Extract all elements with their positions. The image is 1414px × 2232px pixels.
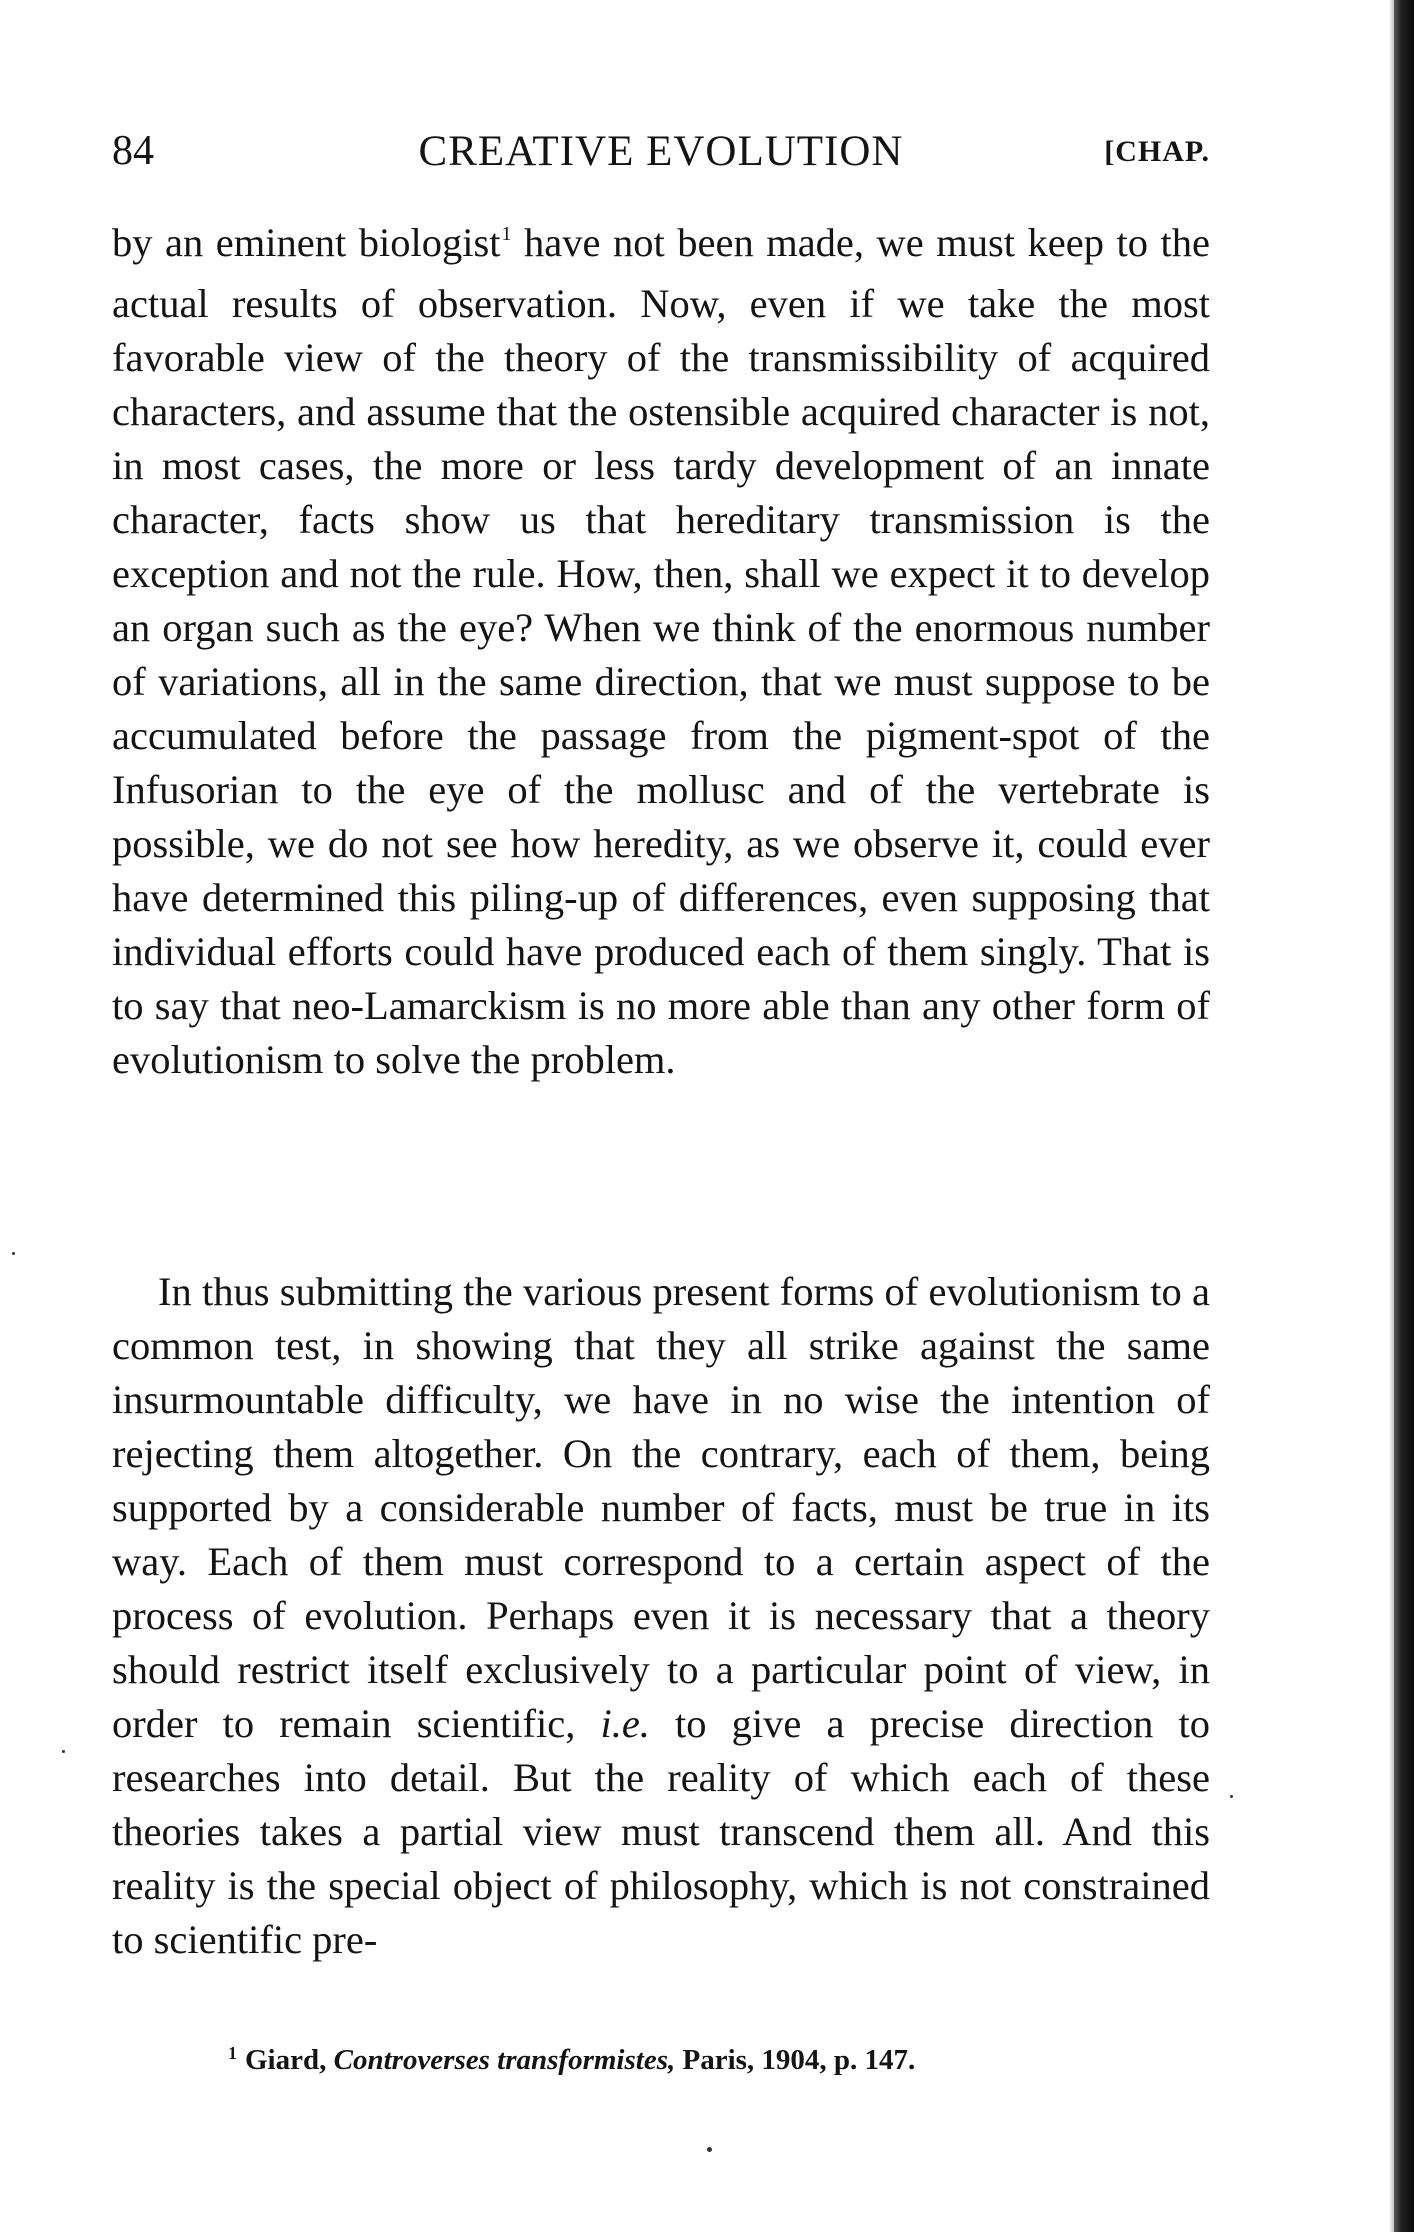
footnote	[228, 2040, 1178, 2083]
scan-speck	[62, 1750, 65, 1753]
paragraph-1	[112, 216, 1210, 1087]
scan-speck	[707, 2147, 712, 2152]
footnote-reference: 1	[501, 223, 512, 245]
paragraph-2-part2: to give a precise direction to researches into detail. But the reality of which each of these theories takes a partial view must transcend them all. And this reality is the special object of philosophy, which is not constrained to scientific pre-	[112, 1701, 1210, 1962]
running-title: CREATIVE EVOLUTION	[418, 128, 904, 175]
paragraph-1-start: by an eminent biologist	[112, 220, 501, 265]
paragraph-2	[112, 1265, 1210, 1967]
footnote-title: Controverses transformistes,	[333, 2044, 676, 2076]
paragraph-1-rest: have not been made, we must keep to the actual results of observation. Now, even if we take the most favorable view of the theory of the transmissibility of acquired characters, and assume that the ostensible acquired character is not, in most cases, the more or less tardy development of an innate character, facts show us that hereditary transmission is the exception and not the rule. How, then, shall we expect it to develop an organ such as the eye? When we think of the enormous number of variations, all in the same direction, that we must suppose to be accumulated before the passage from the pigment-spot of the Infusorian to the eye of the mollusc and of the vertebrate is possible, we do not see how heredity, as we observe it, could ever have determined this piling-up of differences, even supposing that individual efforts could have produced each of them singly. That is to say that neo-Lamarckism is no more able than any other form of evolutionism to solve the problem.	[112, 220, 1211, 1082]
footnote-mark: 1	[228, 2043, 237, 2063]
page-number: 84	[112, 128, 154, 174]
footnote-author: Giard,	[245, 2044, 327, 2076]
paragraph-2-part1: In thus submitting the various present forms of evolutionism to a common test, in showing that they all strike against the same insurmountable difficulty, we have in no wise the intention of rejecting them altogether. On the contrary, each of them, being supported by a considerable number of facts, must be true in its way. Each of them must correspond to a certain aspect of the process of evolution. Perhaps even it is necessary that a theory should restrict itself exclusively to a particular point of view, in order to remain scientific,	[112, 1269, 1210, 1746]
scan-speck	[12, 1252, 15, 1255]
footnote-rest: Paris, 1904, p. 147.	[682, 2044, 916, 2076]
binding-edge	[1394, 0, 1414, 2232]
paragraph-2-italic: i.e.	[600, 1701, 650, 1746]
page-header	[112, 127, 1210, 187]
scan-speck	[1230, 1795, 1233, 1798]
chapter-mark: [CHAP.	[1104, 135, 1210, 168]
